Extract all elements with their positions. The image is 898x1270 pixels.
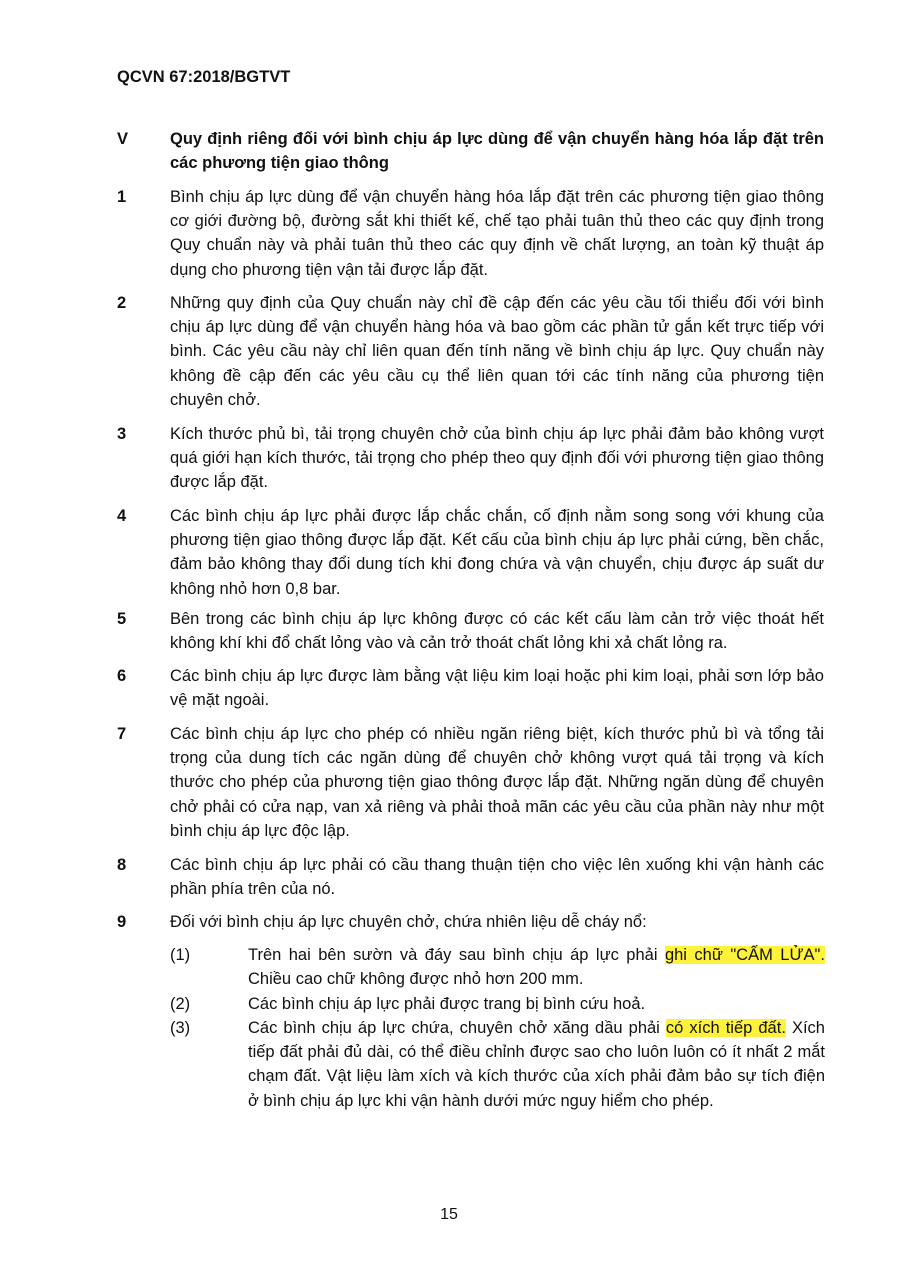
highlighted-text: có xích tiếp đất. <box>665 1019 786 1037</box>
highlighted-text: ghi chữ "CẤM LỬA". <box>664 946 825 964</box>
item-text: Bên trong các bình chịu áp lực không được có các kết cấu làm cản trở việc thoát hết không khí khi đổ chất lỏng vào và cản trở thoát chất lỏng khi xả chất lỏng ra. <box>170 610 824 653</box>
item-text: Các bình chịu áp lực phải có cầu thang thuận tiện cho việc lên xuống khi vận hành các phần phía trên của nó. <box>170 856 824 899</box>
subitem-number: (2) <box>170 995 191 1013</box>
item-text: Các bình chịu áp lực được làm bằng vật liệu kim loại hoặc phi kim loại, phải sơn lớp bảo vệ mặt ngoài. <box>170 667 824 710</box>
item-text: Các bình chịu áp lực phải được lắp chắc chắn, cố định nằm song song với khung của phương tiện giao thông được lắp đặt. Kết cấu của bình chịu áp lực phải cứng, bền chắc, đảm bảo không thay đổi dung tích khi đong chứa và vận chuyển, chịu được áp suất dư không nhỏ hơn 0,8 bar. <box>170 507 824 598</box>
subitem-text <box>248 1016 825 1113</box>
subitem-text <box>248 943 825 991</box>
item-number: 6 <box>117 667 127 685</box>
item-number: 5 <box>117 610 127 628</box>
document-code: QCVN 67:2018/BGTVT <box>117 68 291 86</box>
subitem-text <box>248 992 825 1016</box>
item-text: Các bình chịu áp lực cho phép có nhiều ngăn riêng biệt, kích thước phủ bì và tổng tải trọng của dung tích các ngăn dùng để chuyên chở không vượt quá tải trọng và kích thước cho phép của phương tiện giao thông được lắp đặt. Những ngăn dùng để chuyên chở phải có cửa nạp, van xả riêng và phải thoả mãn các yêu cầu của phần này như một bình chịu áp lực độc lập. <box>170 725 824 840</box>
item-number: 7 <box>117 725 127 743</box>
item-text: Kích thước phủ bì, tải trọng chuyên chở của bình chịu áp lực phải đảm bảo không vượt quá giới hạn kích thước, tải trọng cho phép theo quy định đối với phương tiện giao thông được lắp đặt. <box>170 425 824 492</box>
section-number: V <box>117 130 129 148</box>
subitem-text-after: Xích tiếp đất phải đủ dài, có thể điều chỉnh được sao cho luôn luôn có ít nhất 2 mắt chạm đất. Vật liệu làm xích và kích thước của xích phải đảm bảo sự tích điện ở bình chịu áp lực khi vận hành dưới mức nguy hiểm cho phép. <box>248 1019 825 1110</box>
item-text: Những quy định của Quy chuẩn này chỉ đề cập đến các yêu cầu tối thiểu đối với bình chịu áp lực dùng để vận chuyển hàng hóa và bao gồm các phần tử gắn kết trực tiếp với bình. Các yêu cầu này chỉ liên quan đến tính năng về bình chịu áp lực. Quy chuẩn này không đề cập đến các yêu cầu cụ thể liên quan tới các tính năng của phương tiện chuyên chở. <box>170 294 824 409</box>
item-number: 4 <box>117 507 127 525</box>
item-number: 9 <box>117 913 127 931</box>
item-text: Bình chịu áp lực dùng để vận chuyển hàng hóa lắp đặt trên các phương tiện giao thông cơ giới đường bộ, đường sắt khi thiết kế, chế tạo phải tuân thủ theo các quy định trong Quy chuẩn này và phải tuân thủ theo các quy định về chất lượng, an toàn kỹ thuật áp dụng cho phương tiện vận tải được lắp đặt. <box>170 188 824 279</box>
item-number: 8 <box>117 856 127 874</box>
subitem-number: (1) <box>170 946 191 964</box>
item-text: Đối với bình chịu áp lực chuyên chở, chứa nhiên liệu dễ cháy nổ: <box>170 913 647 931</box>
item-number: 2 <box>117 294 127 312</box>
item-number: 3 <box>117 425 127 443</box>
item-number: 1 <box>117 188 127 206</box>
subitem-number: (3) <box>170 1019 191 1037</box>
subitem-text-before: Các bình chịu áp lực chứa, chuyên chở xăng dầu phải <box>248 1019 666 1037</box>
subitem-text-before: Trên hai bên sườn và đáy sau bình chịu áp lực phải <box>248 946 665 964</box>
section-title: Quy định riêng đối với bình chịu áp lực dùng để vận chuyển hàng hóa lắp đặt trên các phương tiện giao thông <box>170 130 824 173</box>
page-number: 15 <box>440 1206 458 1223</box>
subitem-text-before: Các bình chịu áp lực phải được trang bị bình cứu hoả. <box>248 995 646 1013</box>
subitem-text-after: Chiều cao chữ không được nhỏ hơn 200 mm. <box>248 970 584 989</box>
